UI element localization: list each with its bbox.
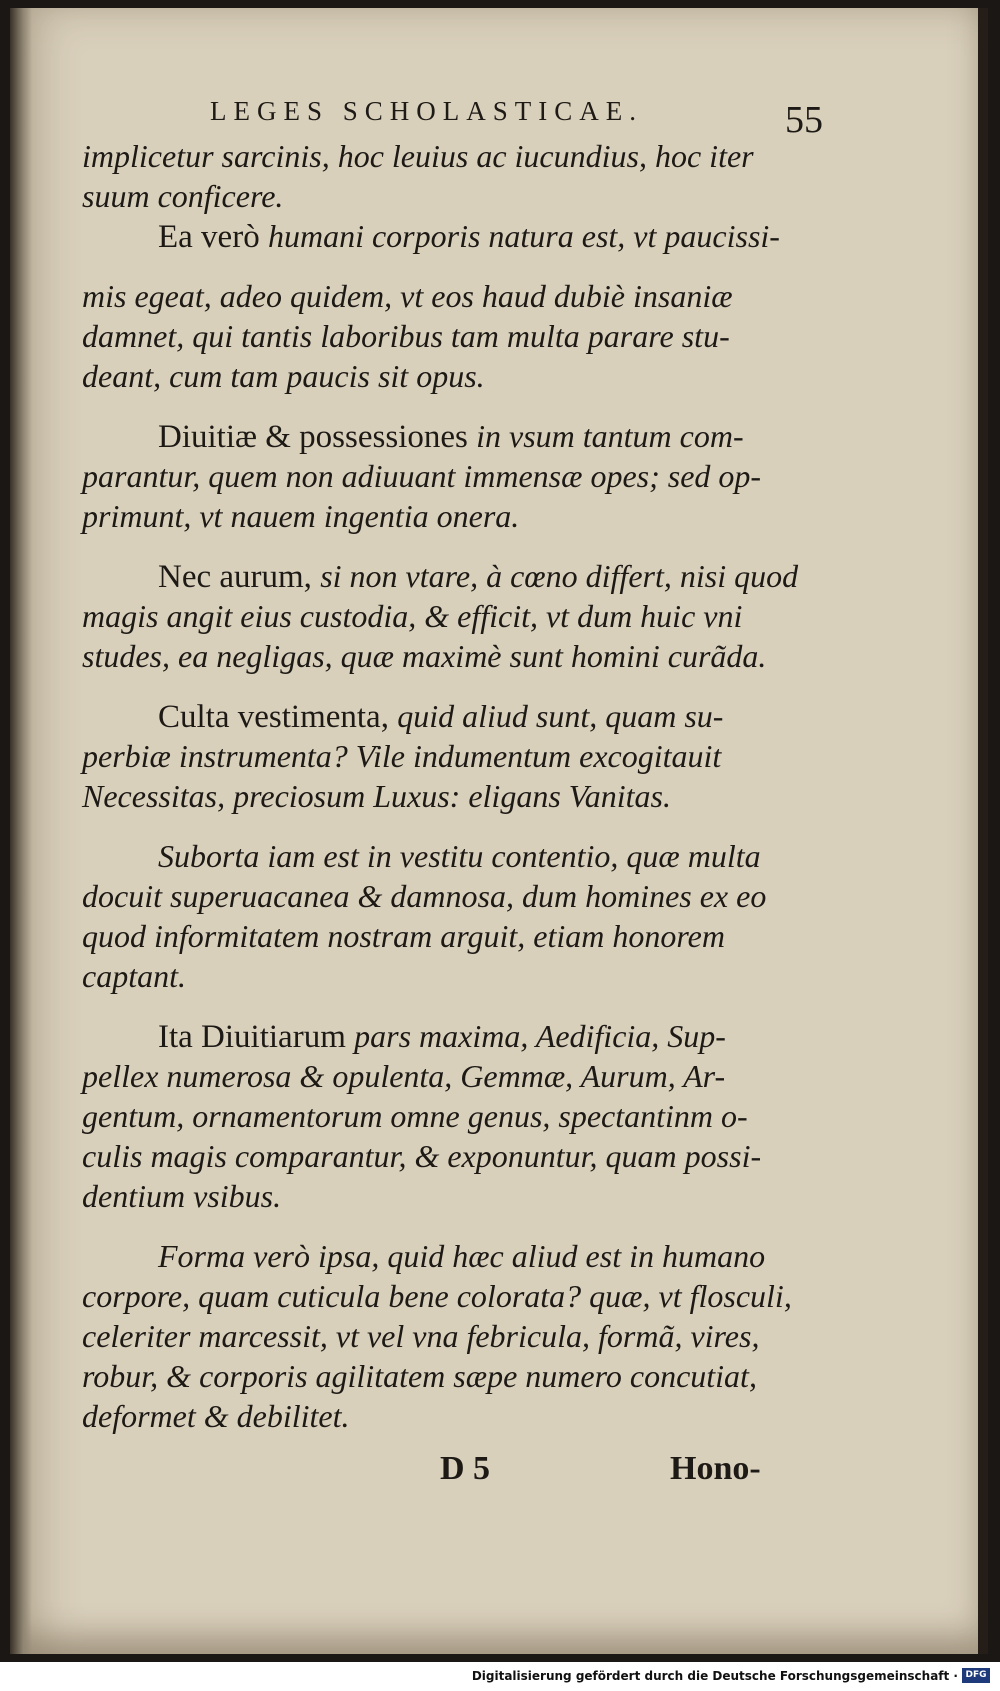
text-line — [82, 1096, 835, 1136]
roman-text: Ita Diuitiarum — [158, 1019, 355, 1055]
text-line — [82, 1136, 835, 1176]
italic-text: in vsum tantum com- — [476, 418, 744, 454]
text-line — [158, 1016, 835, 1057]
italic-text: si non vtare, à cœno differt, nisi quod — [320, 558, 799, 594]
italic-text: pellex numerosa & opulenta, Gemmæ, Aurum, Ar- — [82, 1058, 726, 1094]
roman-text: Diuitiæ & possessiones — [158, 419, 477, 455]
italic-text: parantur, quem non adiuuant immensæ opes; sed op- — [82, 458, 762, 494]
italic-text: dentium vsibus. — [82, 1178, 282, 1214]
text-line — [82, 456, 835, 496]
book-page — [10, 8, 988, 1654]
italic-text: implicetur sarcinis, hoc leuius ac iucundius, hoc iter — [82, 138, 754, 174]
text-line — [82, 1276, 835, 1316]
italic-text: Suborta iam est in vestitu contentio, quæ multa — [158, 838, 761, 874]
roman-text: Culta vestimenta, — [158, 699, 398, 735]
catchword: Hono- — [670, 1450, 761, 1487]
italic-text: suum conficere. — [82, 178, 284, 214]
italic-text: captant. — [82, 958, 186, 994]
italic-text: Necessitas, preciosum Luxus: eligans Vanitas. — [82, 778, 671, 814]
italic-text: quod informitatem nostram arguit, etiam honorem — [82, 918, 725, 954]
italic-text: robur, & corporis agilitatem sæpe numero concutiat, — [82, 1358, 757, 1394]
italic-text: celeriter marcessit, vt vel vna febricula, formã, vires, — [82, 1318, 760, 1354]
roman-text: Nec aurum, — [158, 559, 321, 595]
italic-text: humani corporis natura est, vt paucissi- — [267, 218, 780, 254]
italic-text: culis magis comparantur, & exponuntur, quam possi- — [82, 1138, 762, 1174]
text-line — [158, 836, 835, 876]
text-line — [82, 276, 835, 316]
roman-text: Ea verò — [158, 219, 268, 255]
funding-credit: Digitalisierung gefördert durch die Deutsche Forschungsgemeinschaft · — [471, 1669, 958, 1683]
text-line — [82, 876, 835, 916]
text-line — [82, 1396, 835, 1436]
text-line — [82, 736, 835, 776]
text-line — [158, 416, 835, 457]
italic-text: deant, cum tam paucis sit opus. — [82, 358, 485, 394]
italic-text: corpore, quam cuticula bene colorata? quæ, vt flosculi, — [82, 1278, 792, 1314]
italic-text: Forma verò ipsa, quid hæc aliud est in humano — [158, 1238, 766, 1274]
footer-bar — [0, 1662, 1000, 1691]
italic-text: primunt, vt nauem ingentia onera. — [82, 498, 520, 534]
page-number: 55 — [785, 99, 823, 141]
text-line — [158, 216, 835, 257]
italic-text: magis angit eius custodia, & efficit, vt dum huic vni — [82, 598, 743, 634]
text-line — [82, 1356, 835, 1396]
text-line — [158, 696, 835, 737]
text-line — [82, 496, 835, 536]
signature-mark: D 5 — [440, 1450, 491, 1487]
italic-text: gentum, ornamentorum omne genus, spectantinm o- — [82, 1098, 748, 1134]
text-line — [82, 1176, 835, 1216]
text-line — [82, 596, 835, 636]
italic-text: deformet & debilitet. — [82, 1398, 350, 1434]
text-line — [82, 316, 835, 356]
italic-text: mis egeat, adeo quidem, vt eos haud dubiè insaniæ — [82, 278, 733, 314]
text-line — [158, 1236, 835, 1276]
italic-text: studes, ea negligas, quæ maximè sunt homini curãda. — [82, 638, 767, 674]
text-line — [82, 956, 835, 996]
text-line — [82, 916, 835, 956]
italic-text: quid aliud sunt, quam su- — [397, 698, 724, 734]
page-gutter — [10, 8, 32, 1654]
text-line — [82, 356, 835, 396]
italic-text: perbiæ instrumenta? Vile indumentum excogitauit — [82, 738, 722, 774]
text-line — [82, 136, 835, 176]
text-line — [82, 176, 835, 216]
text-line — [82, 776, 835, 816]
text-line — [82, 636, 835, 676]
running-head: LEGES SCHOLASTICAE. — [210, 96, 644, 126]
italic-text: docuit superuacanea & damnosa, dum homines ex eo — [82, 878, 767, 914]
text-line — [82, 1316, 835, 1356]
text-line — [158, 556, 835, 597]
italic-text: pars maxima, Aedificia, Sup- — [354, 1018, 726, 1054]
dfg-logo-icon: DFG — [962, 1668, 990, 1683]
text-line — [82, 1056, 835, 1096]
italic-text: damnet, qui tantis laboribus tam multa parare stu- — [82, 318, 730, 354]
